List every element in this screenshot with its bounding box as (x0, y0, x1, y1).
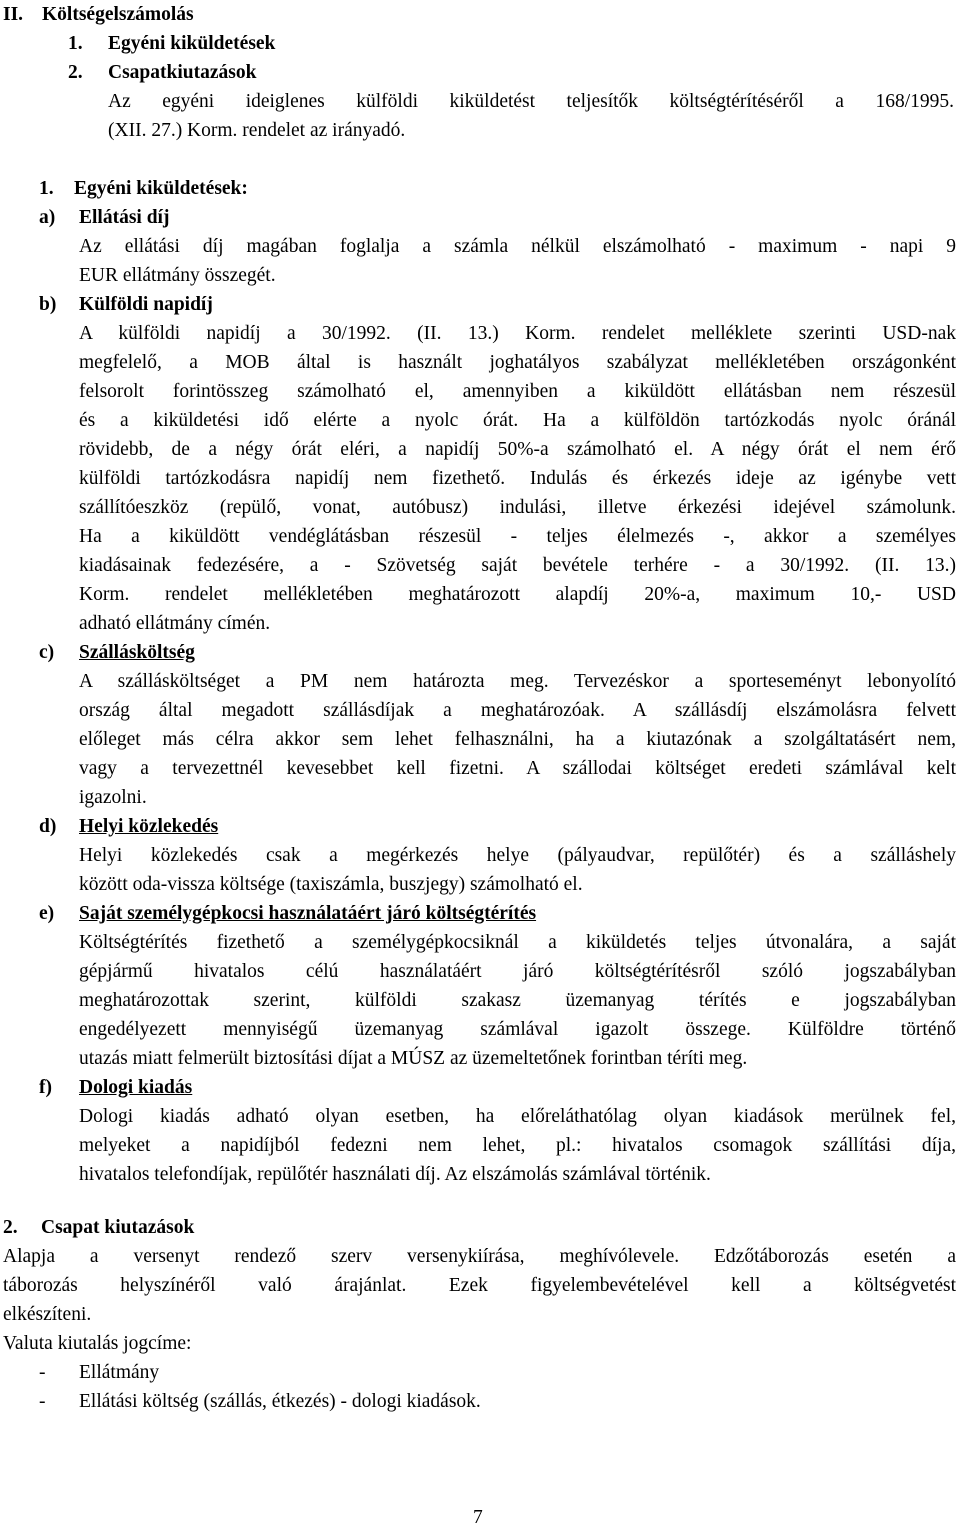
paragraph-line: Alapja a versenyt rendező szerv versenykiírása, meghívólevele. Edzőtáborozás esetén a (3, 1246, 956, 1267)
paragraph-line: között oda-vissza költsége (taxiszámla, buszjegy) számolható el. (79, 874, 583, 895)
paragraph-line: A külföldi napidíj a 30/1992. (II. 13.) Korm. rendelet melléklete szerinti USD-nak (79, 323, 956, 344)
toc-item-2 (68, 58, 257, 87)
paragraph-line: igazolni. (79, 787, 147, 808)
list-item-text: Ellátási költség (szállás, étkezés) - dologi kiadások. (79, 1391, 481, 1412)
subsection-title: Külföldi napidíj (79, 294, 213, 315)
paragraph-line: meghatározottak szerint, külföldi szakasz üzemanyag térítés e jogszabályban (79, 990, 956, 1011)
paragraph-line: hivatalos telefondíjak, repülőtér használati díj. Az elszámolás számlával történik. (79, 1164, 711, 1185)
section-title: Csapat kiutazások (41, 1217, 195, 1238)
paragraph-line: megfelelő, a MOB által is használt joghatályos szabályzat mellékletében országonként (79, 352, 956, 373)
chapter-title: Költségelszámolás (42, 4, 194, 25)
toc-item-1 (68, 29, 276, 58)
subsection-mark: b) (39, 294, 57, 315)
subsection-mark: a) (39, 207, 56, 228)
list-item-text: Ellátmány (79, 1362, 160, 1383)
paragraph-line: táborozás helyszínéről való árajánlat. Ezek figyelembevételével kell a költségvetést (3, 1275, 956, 1296)
subsection-e-heading (39, 899, 537, 928)
subsection-mark: f) (39, 1077, 52, 1098)
list-item (39, 1387, 481, 1416)
paragraph-line: elkészíteni. (3, 1304, 92, 1325)
paragraph-line: rövidebb, de a négy órát eléri, a napidíj 50%-a számolható el. A négy órát el nem érő (79, 439, 956, 460)
paragraph-line: felsorolt forintösszeg számolható el, amennyiben a kiküldött ellátásban nem részesül (79, 381, 956, 402)
paragraph-line: szállítóeszköz (repülő, vonat, autóbusz) indulási, illetve érkezési idejével számolunk. (79, 497, 956, 518)
toc-label: Egyéni kiküldetések (108, 33, 276, 54)
paragraph-line: adható ellátmány címén. (79, 613, 271, 634)
subsection-f-heading (39, 1073, 193, 1102)
toc-label: Csapatkiutazások (108, 62, 257, 83)
paragraph-line: EUR ellátmány összegét. (79, 265, 276, 286)
paragraph-line: ország által megadott szállásdíjak a meghatározóak. A szállásdíj elszámolásra felvett (79, 700, 956, 721)
paragraph-line: Az ellátási díj magában foglalja a számla nélkül elszámolható - maximum - napi 9 (79, 236, 956, 257)
subsection-title: Szállásköltség (79, 642, 195, 663)
subsection-mark: d) (39, 816, 57, 837)
list-dash: - (39, 1391, 46, 1412)
currency-label: Valuta kiutalás jogcíme: (3, 1333, 192, 1354)
subsection-b-heading (39, 290, 213, 319)
section-number: 2. (3, 1217, 18, 1238)
paragraph-line: kiadásainak fedezésére, a - Szövetség saját bevétele terhére - a 30/1992. (II. 13.) (79, 555, 956, 576)
subsection-mark: c) (39, 642, 55, 663)
paragraph-line: Dologi kiadás adható olyan esetben, ha előreláthatólag olyan kiadások merülnek fel, (79, 1106, 956, 1127)
paragraph-line: vagy a tervezettnél kevesebbet kell fizetni. A szállodai költséget eredeti számlával kelt (79, 758, 956, 779)
subsection-title: Saját személygépkocsi használatáért járó költségtérítés (79, 903, 537, 924)
section-number: 1. (39, 178, 54, 199)
subsection-title: Helyi közlekedés (79, 816, 219, 837)
section-title: Egyéni kiküldetések: (74, 178, 248, 199)
toc-number: 2. (68, 62, 83, 83)
subsection-a-heading (39, 203, 170, 232)
subsection-title: Ellátási díj (79, 207, 170, 228)
subsection-mark: e) (39, 903, 55, 924)
paragraph-line: Ha a kiküldött vendéglátásban részesül - teljes élelmezés -, akkor a személyes (79, 526, 956, 547)
paragraph-line: A szállásköltséget a PM nem határozta meg. Tervezéskor a sporteseményt lebonyolító (79, 671, 956, 692)
subsection-d-heading (39, 812, 219, 841)
paragraph-line: utazás miatt felmerült biztosítási díjat a MÚSZ az üzemeltetőnek forintban téríti meg. (79, 1048, 748, 1069)
section-2-heading (3, 1213, 195, 1242)
paragraph-line: gépjármű hivatalos célú használatáért járó költségtérítésről szóló jogszabályban (79, 961, 956, 982)
chapter-heading (3, 0, 194, 29)
intro-line: Az egyéni ideiglenes külföldi kiküldetést teljesítők költségtérítéséről a 168/1995. (108, 91, 954, 112)
paragraph-line: Költségtérítés fizethető a személygépkocsiknál a kiküldetés teljes útvonalára, a saját (79, 932, 956, 953)
subsection-c-heading (39, 638, 195, 667)
paragraph-line: Helyi közlekedés csak a megérkezés helye (pályaudvar, repülőtér) és a szálláshely (79, 845, 956, 866)
paragraph-line: melyeket a napidíjból fedezni nem lehet, pl.: hivatalos csomagok szállítási díja, (79, 1135, 956, 1156)
paragraph-line: előleget más célra akkor sem lehet felhasználni, ha a kiutazónak a szolgáltatásért nem, (79, 729, 956, 750)
page-number: 7 (473, 1507, 483, 1528)
toc-number: 1. (68, 33, 83, 54)
intro-line: (XII. 27.) Korm. rendelet az irányadó. (108, 120, 406, 141)
chapter-number: II. (3, 4, 24, 25)
paragraph-line: engedélyezett mennyiségű üzemanyag számlával igazolt összege. Külföldre történő (79, 1019, 956, 1040)
list-item (39, 1358, 160, 1387)
subsection-title: Dologi kiadás (79, 1077, 193, 1098)
section-1-heading (39, 174, 248, 203)
list-dash: - (39, 1362, 46, 1383)
paragraph-line: külföldi tartózkodásra napidíj nem fizethető. Indulás és érkezés ideje az igénybe vett (79, 468, 956, 489)
paragraph-line: Korm. rendelet mellékletében meghatározott alapdíj 20%-a, maximum 10,- USD (79, 584, 956, 605)
paragraph-line: és a kiküldetési idő elérte a nyolc órát. Ha a külföldön tartózkodás nyolc óránál (79, 410, 956, 431)
